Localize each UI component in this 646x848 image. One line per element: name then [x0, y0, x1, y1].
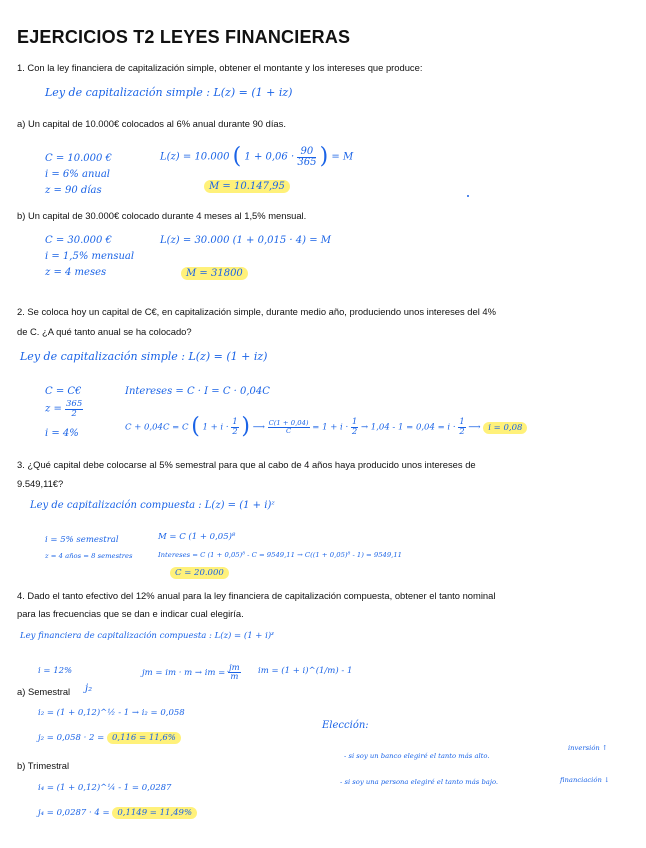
- q3-interest-rate: i = 5% semestral: [45, 535, 119, 545]
- q2-arrow-den: C: [285, 426, 292, 435]
- q2-interest-rate: i = 4%: [45, 428, 79, 439]
- q2-period-label: z =: [45, 403, 62, 415]
- q2-i-num-2: 1: [459, 417, 465, 427]
- q2-eq-b: 1 + i ·: [202, 422, 229, 433]
- q2-eq-c: = 1 + i ·: [312, 422, 349, 433]
- q1b-interest-rate: i = 1,5% mensual: [45, 251, 135, 262]
- q3-intereses: Intereses = C (1 + 0,05)⁸ - C = 9549,11 → C((1 + 0,05)⁸ - 1) = 9549,11: [158, 551, 402, 559]
- q2-i-fraction-1: [351, 418, 358, 436]
- q4-effective-rate: i = 12%: [38, 666, 73, 676]
- question-1a-statement: a) Un capital de 10.000€ colocados al 6% anual durante 90 días.: [17, 118, 286, 129]
- q2-half-fraction: [231, 418, 238, 436]
- q1a-capital: C = 10.000 €: [45, 153, 112, 164]
- q2-law: Ley de capitalización simple : L(z) = (1 + iz): [20, 350, 268, 363]
- q2-result-highlight: i = 0,08: [483, 422, 527, 434]
- q2-eq-d: → 1,04 - 1 = 0,04 = i ·: [360, 422, 456, 433]
- q2-arrow-fraction: [268, 420, 310, 435]
- q1a-fraction-num: 90: [297, 147, 316, 158]
- question-4a-statement: a) Semestral: [17, 686, 71, 697]
- q2-equation: [125, 416, 527, 439]
- q1a-fraction: [297, 147, 316, 168]
- q2-period: [45, 400, 83, 418]
- eleccion-option-1: - si soy un banco elegiré el tanto más alto.: [344, 752, 490, 760]
- paren-close: ): [319, 144, 329, 169]
- ink-dot: [467, 195, 469, 197]
- q3-period: z = 4 años = 8 semestres: [45, 552, 133, 560]
- q1b-capital: C = 30.000 €: [45, 235, 112, 246]
- q4-law: Ley financiera de capitalización compuesta : L(z) = (1 + i)ᶻ: [20, 631, 274, 641]
- q4a-line-1: i₂ = (1 + 0,12)^½ - 1 → i₂ = 0,058: [38, 708, 185, 718]
- q2-arrow-num: C(1 + 0,04): [268, 418, 309, 427]
- q4a-line-2: [38, 733, 181, 743]
- q1-law: Ley de capitalización simple : L(z) = (1 + iz): [45, 86, 293, 99]
- q4-im-formula: im = (1 + i)^(1/m) - 1: [258, 666, 353, 676]
- q4-jm-expression: jm = im · m → im =: [142, 668, 226, 678]
- q3-result: [170, 568, 229, 578]
- q4a-line-2-text: j₂ = 0,058 · 2 =: [38, 733, 105, 743]
- q1b-formula: L(z) = 30.000 (1 + 0,015 · 4) = M: [160, 235, 332, 246]
- q1a-formula-pre: L(z) = 10.000: [160, 151, 230, 163]
- question-4-line-2: para las frecuencias que se dan e indicar cual elegiría.: [17, 608, 244, 619]
- q4b-line-2-text: j₄ = 0,0287 · 4 =: [38, 808, 110, 818]
- q2-period-den: 2: [71, 408, 77, 419]
- question-3-line-2: 9.549,11€?: [17, 478, 64, 489]
- q4b-result-highlight: 0,1149 = 11,49%: [112, 807, 197, 819]
- question-2-line-1: 2. Se coloca hoy un capital de C€, en capitalización simple, durante medio año, produciendo unos intereses del 4%: [17, 306, 496, 317]
- q2-half-den: 2: [232, 426, 238, 437]
- q2-half-num: 1: [232, 417, 238, 427]
- q2-intereses: Intereses = C · I = C · 0,04C: [125, 386, 270, 397]
- eleccion-option-2-tag: financiación ↓: [560, 776, 610, 784]
- q1a-fraction-den: 365: [297, 156, 317, 168]
- q1a-interest-rate: i = 6% anual: [45, 169, 110, 180]
- arrow-icon: ⟶: [468, 422, 481, 433]
- eleccion-option-2: - si soy una persona elegiré el tanto más bajo.: [340, 778, 499, 786]
- q1a-result-highlight: M = 10.147,95: [204, 180, 290, 193]
- q3-result-highlight: C = 20.000: [170, 567, 229, 579]
- q4-jm-den: m: [230, 672, 239, 682]
- q2-period-fraction: [65, 400, 83, 418]
- q4-nominal-formula: [142, 662, 241, 684]
- q1a-formula-mid: 1 + 0,06 ·: [244, 151, 295, 163]
- q1a-result: [204, 181, 290, 192]
- q4a-tag: j₂: [85, 683, 93, 694]
- q4b-line-2: [38, 808, 197, 818]
- q1b-result: [181, 268, 248, 279]
- q2-i-den-2: 2: [459, 426, 465, 437]
- arrow-icon: ⟶: [252, 422, 265, 433]
- q1a-formula: [160, 144, 353, 171]
- paren-open: (: [191, 414, 200, 439]
- q4b-line-1: i₄ = (1 + 0,12)^¼ - 1 = 0,0287: [38, 783, 172, 793]
- paren-open: (: [232, 144, 242, 169]
- question-1-statement: 1. Con la ley financiera de capitalización simple, obtener el montante y los intereses que produce:: [17, 62, 423, 73]
- q2-i-num-1: 1: [351, 417, 358, 427]
- paren-close: ): [241, 414, 250, 439]
- q2-capital: C = C€: [45, 386, 82, 397]
- q2-period-num: 365: [66, 399, 83, 409]
- q2-i-den-1: 2: [351, 426, 358, 437]
- q1a-formula-post: = M: [331, 151, 354, 163]
- q4a-result-highlight: 0,116 = 11,6%: [107, 732, 181, 744]
- q4-jm-fraction: [228, 664, 241, 682]
- question-3-line-1: 3. ¿Qué capital debe colocarse al 5% semestral para que al cabo de 4 años haya producido unos intereses de: [17, 459, 476, 470]
- eleccion-option-1-tag: inversión ↑: [568, 744, 608, 752]
- q3-law: Ley de capitalización compuesta : L(z) = (1 + i)ᶻ: [30, 500, 275, 511]
- question-4b-statement: b) Trimestral: [17, 760, 70, 771]
- q1b-result-highlight: M = 31800: [181, 267, 248, 280]
- question-1b-statement: b) Un capital de 30.000€ colocado durante 4 meses al 1,5% mensual.: [17, 210, 307, 221]
- q4-jm-num: jm: [229, 662, 240, 673]
- q1b-period: z = 4 meses: [45, 267, 107, 278]
- question-2-line-2: de C. ¿A qué tanto anual se ha colocado?: [17, 326, 192, 337]
- q2-eq-a: C + 0,04C = C: [125, 422, 189, 433]
- eleccion-heading: Elección:: [322, 720, 369, 731]
- q3-montante: M = C (1 + 0,05)⁸: [158, 532, 236, 542]
- page-title: EJERCICIOS T2 LEYES FINANCIERAS: [17, 27, 351, 47]
- q1a-period: z = 90 días: [45, 185, 102, 196]
- question-4-line-1: 4. Dado el tanto efectivo del 12% anual para la ley financiera de capitalización compuesta, obtener el tanto nominal: [17, 590, 496, 601]
- q2-i-fraction-2: [458, 418, 465, 436]
